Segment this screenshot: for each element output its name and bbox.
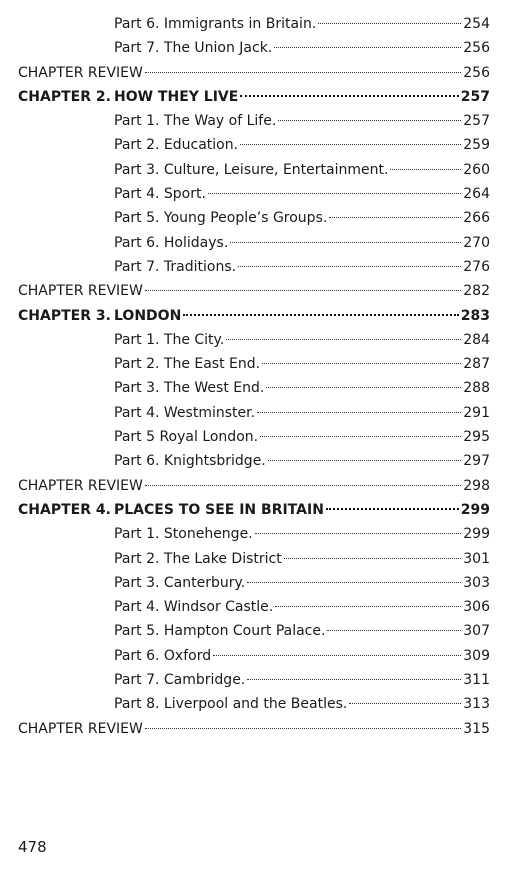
entry-page-number: 311: [463, 672, 490, 689]
entry-title: LONDON: [114, 307, 182, 324]
toc-part-entry: [18, 425, 490, 449]
dot-leader: [240, 95, 458, 97]
dot-leader: [349, 703, 461, 704]
dot-leader: [318, 23, 461, 24]
toc-part-entry: [18, 206, 490, 230]
dot-leader: [260, 436, 461, 437]
entry-page-number: 266: [463, 210, 490, 227]
entry-title: Part 3. Canterbury.: [114, 574, 246, 591]
entry-page-number: 264: [463, 186, 490, 203]
entry-page-number: 259: [463, 137, 490, 154]
toc-part-entry: [18, 36, 490, 60]
entry-title: Part 4. Westminster.: [114, 404, 256, 421]
toc-part-entry: [18, 595, 490, 619]
entry-title: Part 2. Education.: [114, 137, 239, 154]
dot-leader: [275, 606, 461, 607]
entry-page-number: 260: [463, 161, 490, 178]
entry-title: CHAPTER REVIEW: [18, 283, 143, 300]
toc-chapter-entry: [18, 304, 490, 328]
toc-part-entry: [18, 182, 490, 206]
toc-chapter-review-entry: [18, 717, 490, 741]
dot-leader: [390, 169, 461, 170]
toc-chapter-entry: [18, 85, 490, 109]
toc-part-entry: [18, 668, 490, 692]
dot-leader: [183, 314, 458, 316]
entry-title: CHAPTER REVIEW: [18, 720, 143, 737]
toc-part-entry: [18, 12, 490, 36]
dot-leader: [238, 266, 461, 267]
entry-title: Part 5 Royal London.: [114, 429, 259, 446]
entry-title: Part 1. The City.: [114, 331, 225, 348]
dot-leader: [329, 217, 461, 218]
dot-leader: [247, 679, 461, 680]
toc-part-entry: [18, 401, 490, 425]
entry-title: HOW THEY LIVE: [114, 88, 239, 105]
table-of-contents: [18, 12, 490, 741]
toc-part-entry: [18, 547, 490, 571]
dot-leader: [145, 485, 461, 486]
entry-title: Part 2. The Lake District: [114, 550, 282, 567]
toc-part-entry: [18, 692, 490, 716]
entry-title: Part 4. Sport.: [114, 186, 206, 203]
dot-leader: [266, 387, 461, 388]
dot-leader: [262, 363, 461, 364]
dot-leader: [208, 193, 461, 194]
entry-title: Part 5. Hampton Court Palace.: [114, 623, 326, 640]
entry-page-number: 306: [463, 599, 490, 616]
toc-part-entry: [18, 158, 490, 182]
toc-part-entry: [18, 449, 490, 473]
dot-leader: [213, 655, 461, 656]
toc-part-entry: [18, 352, 490, 376]
toc-chapter-review-entry: [18, 474, 490, 498]
toc-chapter-review-entry: [18, 61, 490, 85]
dot-leader: [268, 460, 462, 461]
entry-page-number: 256: [463, 40, 490, 57]
entry-page-number: 307: [463, 623, 490, 640]
dot-leader: [327, 630, 461, 631]
entry-title: Part 7. The Union Jack.: [114, 40, 273, 57]
toc-part-entry: [18, 522, 490, 546]
dot-leader: [240, 144, 461, 145]
dot-leader: [274, 47, 461, 48]
dot-leader: [145, 290, 461, 291]
dot-leader: [326, 508, 459, 510]
entry-page-number: 257: [463, 113, 490, 130]
toc-chapter-review-entry: [18, 279, 490, 303]
dot-leader: [247, 582, 461, 583]
entry-page-number: 276: [463, 258, 490, 275]
entry-title: Part 7. Cambridge.: [114, 672, 246, 689]
dot-leader: [226, 339, 461, 340]
entry-page-number: 297: [463, 453, 490, 470]
dot-leader: [278, 120, 461, 121]
dot-leader: [284, 558, 462, 559]
dot-leader: [145, 728, 461, 729]
dot-leader: [145, 72, 461, 73]
toc-chapter-entry: [18, 498, 490, 522]
entry-page-number: 299: [460, 501, 490, 518]
toc-part-entry: [18, 571, 490, 595]
entry-page-number: 303: [463, 574, 490, 591]
entry-page-number: 291: [463, 404, 490, 421]
entry-page-number: 284: [463, 331, 490, 348]
chapter-number: CHAPTER 3.: [18, 307, 111, 324]
entry-title: Part 7. Traditions.: [114, 258, 237, 275]
toc-part-entry: [18, 109, 490, 133]
toc-part-entry: [18, 619, 490, 643]
entry-title: Part 3. The West End.: [114, 380, 265, 397]
dot-leader: [255, 533, 462, 534]
entry-title: Part 1. Stonehenge.: [114, 526, 253, 543]
entry-title: CHAPTER REVIEW: [18, 477, 143, 494]
entry-page-number: 288: [463, 380, 490, 397]
toc-part-entry: [18, 231, 490, 255]
entry-page-number: 283: [460, 307, 490, 324]
entry-page-number: 315: [463, 720, 490, 737]
chapter-number: CHAPTER 4.: [18, 501, 111, 518]
toc-part-entry: [18, 376, 490, 400]
dot-leader: [257, 412, 461, 413]
toc-part-entry: [18, 133, 490, 157]
entry-title: Part 5. Young People’s Groups.: [114, 210, 328, 227]
entry-page-number: 282: [463, 283, 490, 300]
entry-title: Part 1. The Way of Life.: [114, 113, 277, 130]
entry-title: Part 3. Culture, Leisure, Entertainment.: [114, 161, 389, 178]
dot-leader: [230, 242, 461, 243]
entry-page-number: 270: [463, 234, 490, 251]
entry-title: Part 6. Knightsbridge.: [114, 453, 266, 470]
entry-page-number: 298: [463, 477, 490, 494]
entry-title: Part 8. Liverpool and the Beatles.: [114, 696, 348, 713]
entry-page-number: 313: [463, 696, 490, 713]
toc-part-entry: [18, 255, 490, 279]
entry-title: Part 6. Immigrants in Britain.: [114, 16, 317, 32]
entry-page-number: 254: [463, 16, 490, 32]
toc-part-entry: [18, 328, 490, 352]
entry-page-number: 309: [463, 647, 490, 664]
entry-page-number: 287: [463, 356, 490, 373]
entry-title: Part 2. The East End.: [114, 356, 261, 373]
entry-page-number: 301: [463, 550, 490, 567]
entry-title: Part 6. Holidays.: [114, 234, 229, 251]
entry-title: PLACES TO SEE IN BRITAIN: [114, 501, 324, 518]
entry-title: Part 6. Oxford: [114, 647, 212, 664]
entry-page-number: 295: [463, 429, 490, 446]
entry-title: CHAPTER REVIEW: [18, 64, 143, 81]
entry-page-number: 299: [463, 526, 490, 543]
entry-page-number: 256: [463, 64, 490, 81]
entry-title: Part 4. Windsor Castle.: [114, 599, 274, 616]
toc-part-entry: [18, 644, 490, 668]
chapter-number: CHAPTER 2.: [18, 88, 111, 105]
page-number: 478: [18, 838, 47, 856]
entry-page-number: 257: [460, 88, 490, 105]
